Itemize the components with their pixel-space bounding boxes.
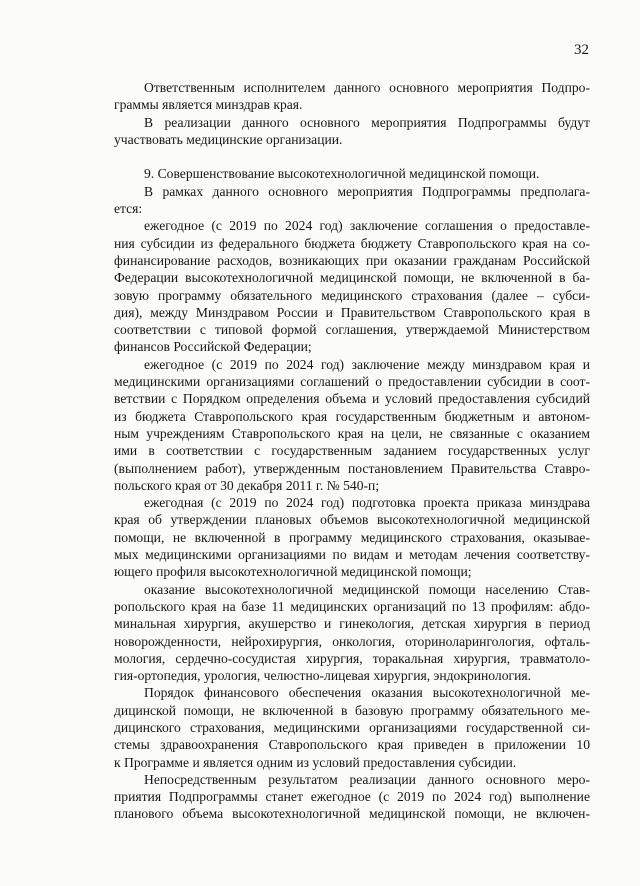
- text-line: стемы здравоохранения Ставропольского края приведен в приложении 10: [114, 737, 590, 753]
- text-line: соответствии с типовой формой соглашения, утверждаемой Министерством: [114, 322, 590, 338]
- text-line: ежегодная (с 2019 по 2024 год) подготовка проекта приказа минздрава: [144, 495, 590, 511]
- text-line: финансов Российской Федерации;: [114, 339, 312, 355]
- text-line: ным учреждениям Ставропольского края на цели, не связанные с оказанием: [114, 425, 590, 441]
- paragraph-gap: [114, 148, 590, 165]
- text-line: 9. Совершенствование высокотехнологичной медицинской помощи.: [144, 166, 540, 182]
- text-line: Федерации высокотехнологичной медицинской помощи, не включенной в ба-: [114, 270, 590, 286]
- text-line: ния субсидии из федерального бюджета бюджету Ставропольского края на со-: [114, 235, 590, 251]
- text-line: новорожденности, нейрохирургия, онкология, оториноларингология, офталь-: [114, 633, 590, 649]
- text-line: медицинскими организациями соглашений о предоставлении субсидии в соот-: [114, 374, 590, 390]
- document-body: [114, 79, 590, 823]
- text-line: Порядок финансового обеспечения оказания высокотехнологичной ме-: [144, 685, 590, 701]
- text-line: гия-ортопедия, урология, челюстно-лицевая хирургия, эндокринология.: [114, 668, 531, 684]
- text-line: Непосредственным результатом реализации данного основного меро-: [144, 771, 590, 787]
- text-line: дицинского страхования, медицинскими организациями государственной си-: [114, 719, 590, 735]
- text-line: участвовать медицинские организации.: [114, 131, 343, 147]
- text-line: оказание высокотехнологичной медицинской помощи населению Став-: [144, 581, 590, 597]
- text-line: ими в соответствии с государственным заданием государственных услуг: [114, 443, 590, 459]
- text-line: дия), между Минздравом России и Правительством Ставропольского края в: [114, 304, 590, 320]
- text-line: ющего профиля высокотехнологичной медицинской помощи;: [114, 564, 472, 580]
- page-number: 32: [574, 42, 589, 58]
- text-line: мология, сердечно-сосудистая хирургия, торакальная хирургия, травматоло-: [114, 650, 590, 666]
- text-line: финансирование расходов, возникающих при оказании гражданам Российской: [114, 252, 590, 268]
- text-line: к Программе и является одним из условий предоставления субсидии.: [114, 754, 517, 770]
- text-line: минальная хирургия, акушерство и гинекология, детская хирургия в период: [114, 616, 590, 632]
- text-line: ежегодное (с 2019 по 2024 год) заключение соглашения о предоставле-: [144, 218, 590, 234]
- text-line: (выполнением работ), утвержденным постановлением Правительства Ставро-: [114, 460, 590, 476]
- text-line: зовую программу обязательного медицинского страхования (далее – субси-: [114, 287, 590, 303]
- text-line: Ответственным исполнителем данного основного мероприятия Подпро-: [144, 80, 590, 95]
- text-line: граммы является минздрав края.: [114, 97, 303, 113]
- text-line: ется:: [114, 201, 143, 217]
- text-line: В рамках данного основного мероприятия Подпрограммы предполага-: [144, 183, 590, 199]
- text-line: польского края от 30 декабря 2011 г. № 540-п;: [114, 477, 380, 493]
- text-line: В реализации данного основного мероприятия Подпрограммы будут: [144, 114, 590, 130]
- text-line: дицинской помощи, не включенной в базовую программу обязательного ме-: [114, 702, 590, 718]
- text-line: ветствии с Порядком определения объема и условий предоставления субсидий: [114, 391, 590, 407]
- text-line: планового объема высокотехнологичной медицинской помощи, не включен-: [114, 806, 590, 822]
- text-line: помощи, не включенной в программу медицинского страхования, оказывае-: [114, 529, 590, 545]
- text-line: края об утверждении плановых объемов высокотехнологичной медицинской: [114, 512, 590, 528]
- text-line: приятия Подпрограммы станет ежегодное (с 2019 по 2024 год) выполнение: [114, 789, 590, 805]
- text-line: из бюджета Ставропольского края государственным бюджетным и автоном-: [114, 408, 590, 424]
- text-line: мых медицинскими организациями по видам и методам лечения соответству-: [114, 547, 590, 563]
- text-line: ежегодное (с 2019 по 2024 год) заключение между минздравом края и: [144, 356, 590, 372]
- text-line: ропольского края на базе 11 медицинских организаций по 13 профилям: абдо-: [114, 598, 590, 614]
